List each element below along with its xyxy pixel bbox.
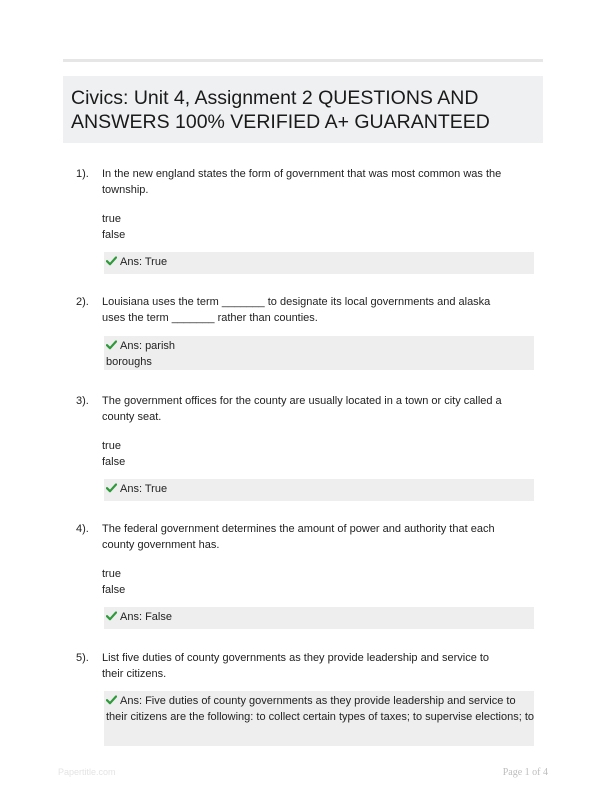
option-false: false — [102, 583, 126, 596]
checkmark-icon — [106, 695, 117, 705]
question-text: In the new england states the form of government that was most common was the township. — [102, 168, 502, 196]
answer-box — [104, 691, 534, 746]
question-text: The government offices for the county are usually located in a town or city called a county seat. — [102, 395, 502, 423]
answer-text: Ans: True — [120, 256, 168, 268]
checkmark-icon — [106, 256, 117, 266]
answer-text: Ans: parish — [120, 340, 176, 352]
answer-box — [104, 252, 534, 274]
question-number: 2). — [76, 296, 89, 308]
question-text: List five duties of county governments as they provide leadership and service to their citizens. — [102, 652, 490, 680]
question-number: 5). — [76, 652, 89, 664]
footer-watermark: Papertitle.com — [58, 767, 116, 777]
answer-box — [104, 336, 534, 370]
question-number: 4). — [76, 523, 89, 535]
option-false: false — [102, 455, 126, 468]
title-box — [63, 76, 543, 143]
question-text: Louisiana uses the term _______ to designate its local governments and alaska uses the term _______ rather than counties. — [102, 296, 491, 324]
answer-options — [102, 439, 125, 470]
question-number: 1). — [76, 168, 89, 180]
checkmark-icon — [106, 483, 117, 493]
top-divider — [63, 59, 543, 62]
option-true: true — [102, 213, 121, 225]
answer-options — [102, 567, 125, 598]
option-false: false — [102, 228, 126, 241]
document-title: Civics: Unit 4, Assignment 2 QUESTIONS AND ANSWERS 100% VERIFIED A+ GUARANTEED — [71, 87, 490, 133]
answer-extra-text: boroughs — [106, 355, 152, 368]
option-true: true — [102, 568, 121, 580]
question-number: 3). — [76, 395, 89, 407]
answer-box — [104, 607, 534, 629]
checkmark-icon — [106, 611, 117, 621]
answer-text: Ans: Five duties of county governments as they provide leadership and service to their citizens are the following: to collect certain types of taxes; to supervise elections; to — [106, 695, 534, 723]
answer-options — [102, 212, 125, 243]
answer-text: Ans: False — [120, 611, 172, 623]
answer-box — [104, 479, 534, 501]
question-text: The federal government determines the amount of power and authority that each county government has. — [102, 523, 495, 551]
page-number: Page 1 of 4 — [502, 767, 548, 778]
option-true: true — [102, 440, 121, 452]
checkmark-icon — [106, 340, 117, 350]
answer-text: Ans: True — [120, 483, 168, 495]
